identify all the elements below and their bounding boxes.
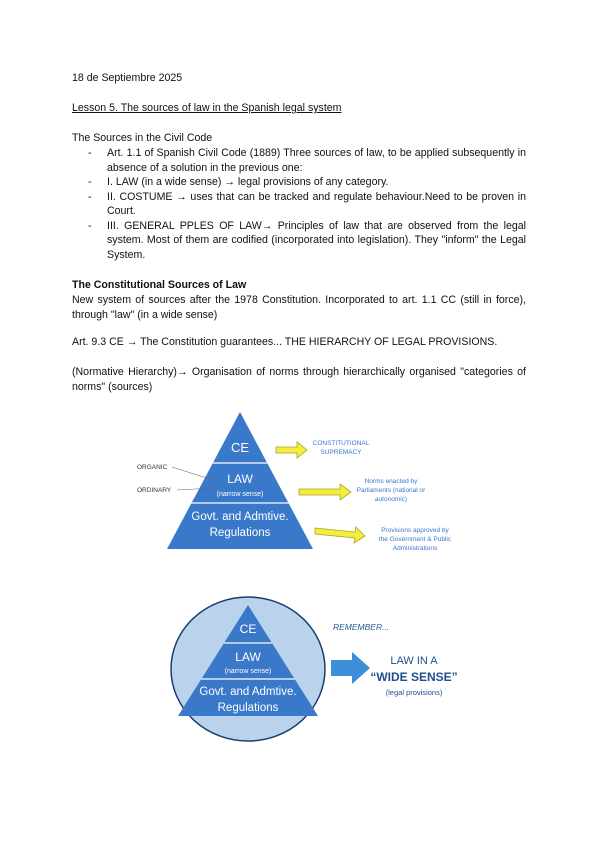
civil-code-list	[88, 146, 526, 262]
government-label-2: the Government & Public	[378, 536, 452, 543]
normative-hierarchy-paragraph: (Normative Hierarchy)→ Organisation of norms through hierarchically organised "categories of norms" (sources)	[72, 366, 526, 393]
supremacy-arrow	[276, 442, 307, 458]
organic-label: ORGANIC	[137, 464, 168, 471]
parliament-label-2: Parliaments (national or	[356, 487, 426, 494]
government-label-3: Administrations	[392, 545, 438, 552]
list-item	[88, 219, 526, 263]
wide-sense-label-2: “WIDE SENSE”	[370, 670, 458, 684]
wide-sense-label-1: LAW IN A	[390, 655, 438, 667]
hierarchy-paragraph: Art. 9.3 CE → The Constitution guarantees... THE HIERARCHY OF LEGAL PROVISIONS.	[72, 336, 498, 348]
wide-sense-arrow	[331, 652, 370, 684]
dash-bullet: -	[88, 219, 92, 232]
government-arrow	[315, 527, 365, 543]
pyramid-bottom-label-2: Regulations	[217, 702, 279, 714]
pyramid-bottom-label-1: Govt. and Admtive.	[199, 686, 297, 698]
pyramid-middle-label: LAW	[227, 472, 253, 486]
remember-label: REMEMBER...	[333, 622, 390, 632]
pyramid-top-label: CE	[230, 440, 250, 455]
wide-sense-diagram	[160, 590, 480, 770]
civil-code-heading: The Sources in the Civil Code	[72, 132, 213, 144]
supremacy-label-2: SUPREMACY	[320, 449, 362, 456]
ordinary-label: ORDINARY	[137, 487, 172, 494]
parliament-label-3: autonomic)	[374, 496, 408, 503]
constitutional-heading: The Constitutional Sources of Law	[72, 279, 247, 291]
government-label-1: Provisions approved by	[381, 527, 449, 534]
pyramid-bottom-label-1: Govt. and Admtive.	[191, 511, 289, 523]
pyramid-top-tier	[160, 410, 320, 463]
list-item	[88, 175, 526, 190]
pyramid-middle-sublabel: (narrow sense)	[216, 491, 264, 498]
dash-bullet: -	[88, 176, 92, 188]
wide-sense-label-3: (legal provisions)	[385, 688, 443, 697]
constitution-paragraph: New system of sources after the 1978 Constitution. Incorporated to art. 1.1 CC (still in force), through "law" (in a wide sense)	[72, 294, 526, 321]
dash-bullet: -	[88, 147, 92, 159]
pyramid-middle-sublabel: (narrow sense)	[224, 668, 272, 675]
list-item-text: I. LAW (in a wide sense) → legal provisions of any category.	[107, 176, 389, 188]
dash-bullet: -	[88, 190, 92, 203]
hierarchy-pyramid-diagram	[130, 400, 470, 560]
parliament-label-1: Norms enacted by	[364, 478, 418, 485]
list-item-text: III. GENERAL PPLES OF LAW→ Principles of law that are observed from the legal system. Most of them are codified (incorporated into legislation). They "inform" the Legal System.	[107, 219, 526, 261]
supremacy-label-1: CONSTITUTIONAL	[312, 440, 370, 447]
pyramid-bottom-label-2: Regulations	[209, 527, 271, 539]
pyramid-top-label: CE	[239, 622, 257, 636]
list-item-text: Art. 1.1 of Spanish Civil Code (1889) Three sources of law, to be applied subsequently in absence of a solution in the previous one:	[107, 147, 526, 174]
list-item	[88, 190, 526, 219]
list-item	[88, 146, 526, 175]
document-date: 18 de Septiembre 2025	[72, 72, 183, 84]
lesson-title: Lesson 5. The sources of law in the Spanish legal system	[72, 102, 342, 114]
pyramid-middle-label: LAW	[235, 650, 261, 664]
parliament-arrow	[299, 484, 351, 500]
list-item-text: II. COSTUME → uses that can be tracked and regulate behaviour.Need to be proven in Court.	[107, 190, 526, 217]
